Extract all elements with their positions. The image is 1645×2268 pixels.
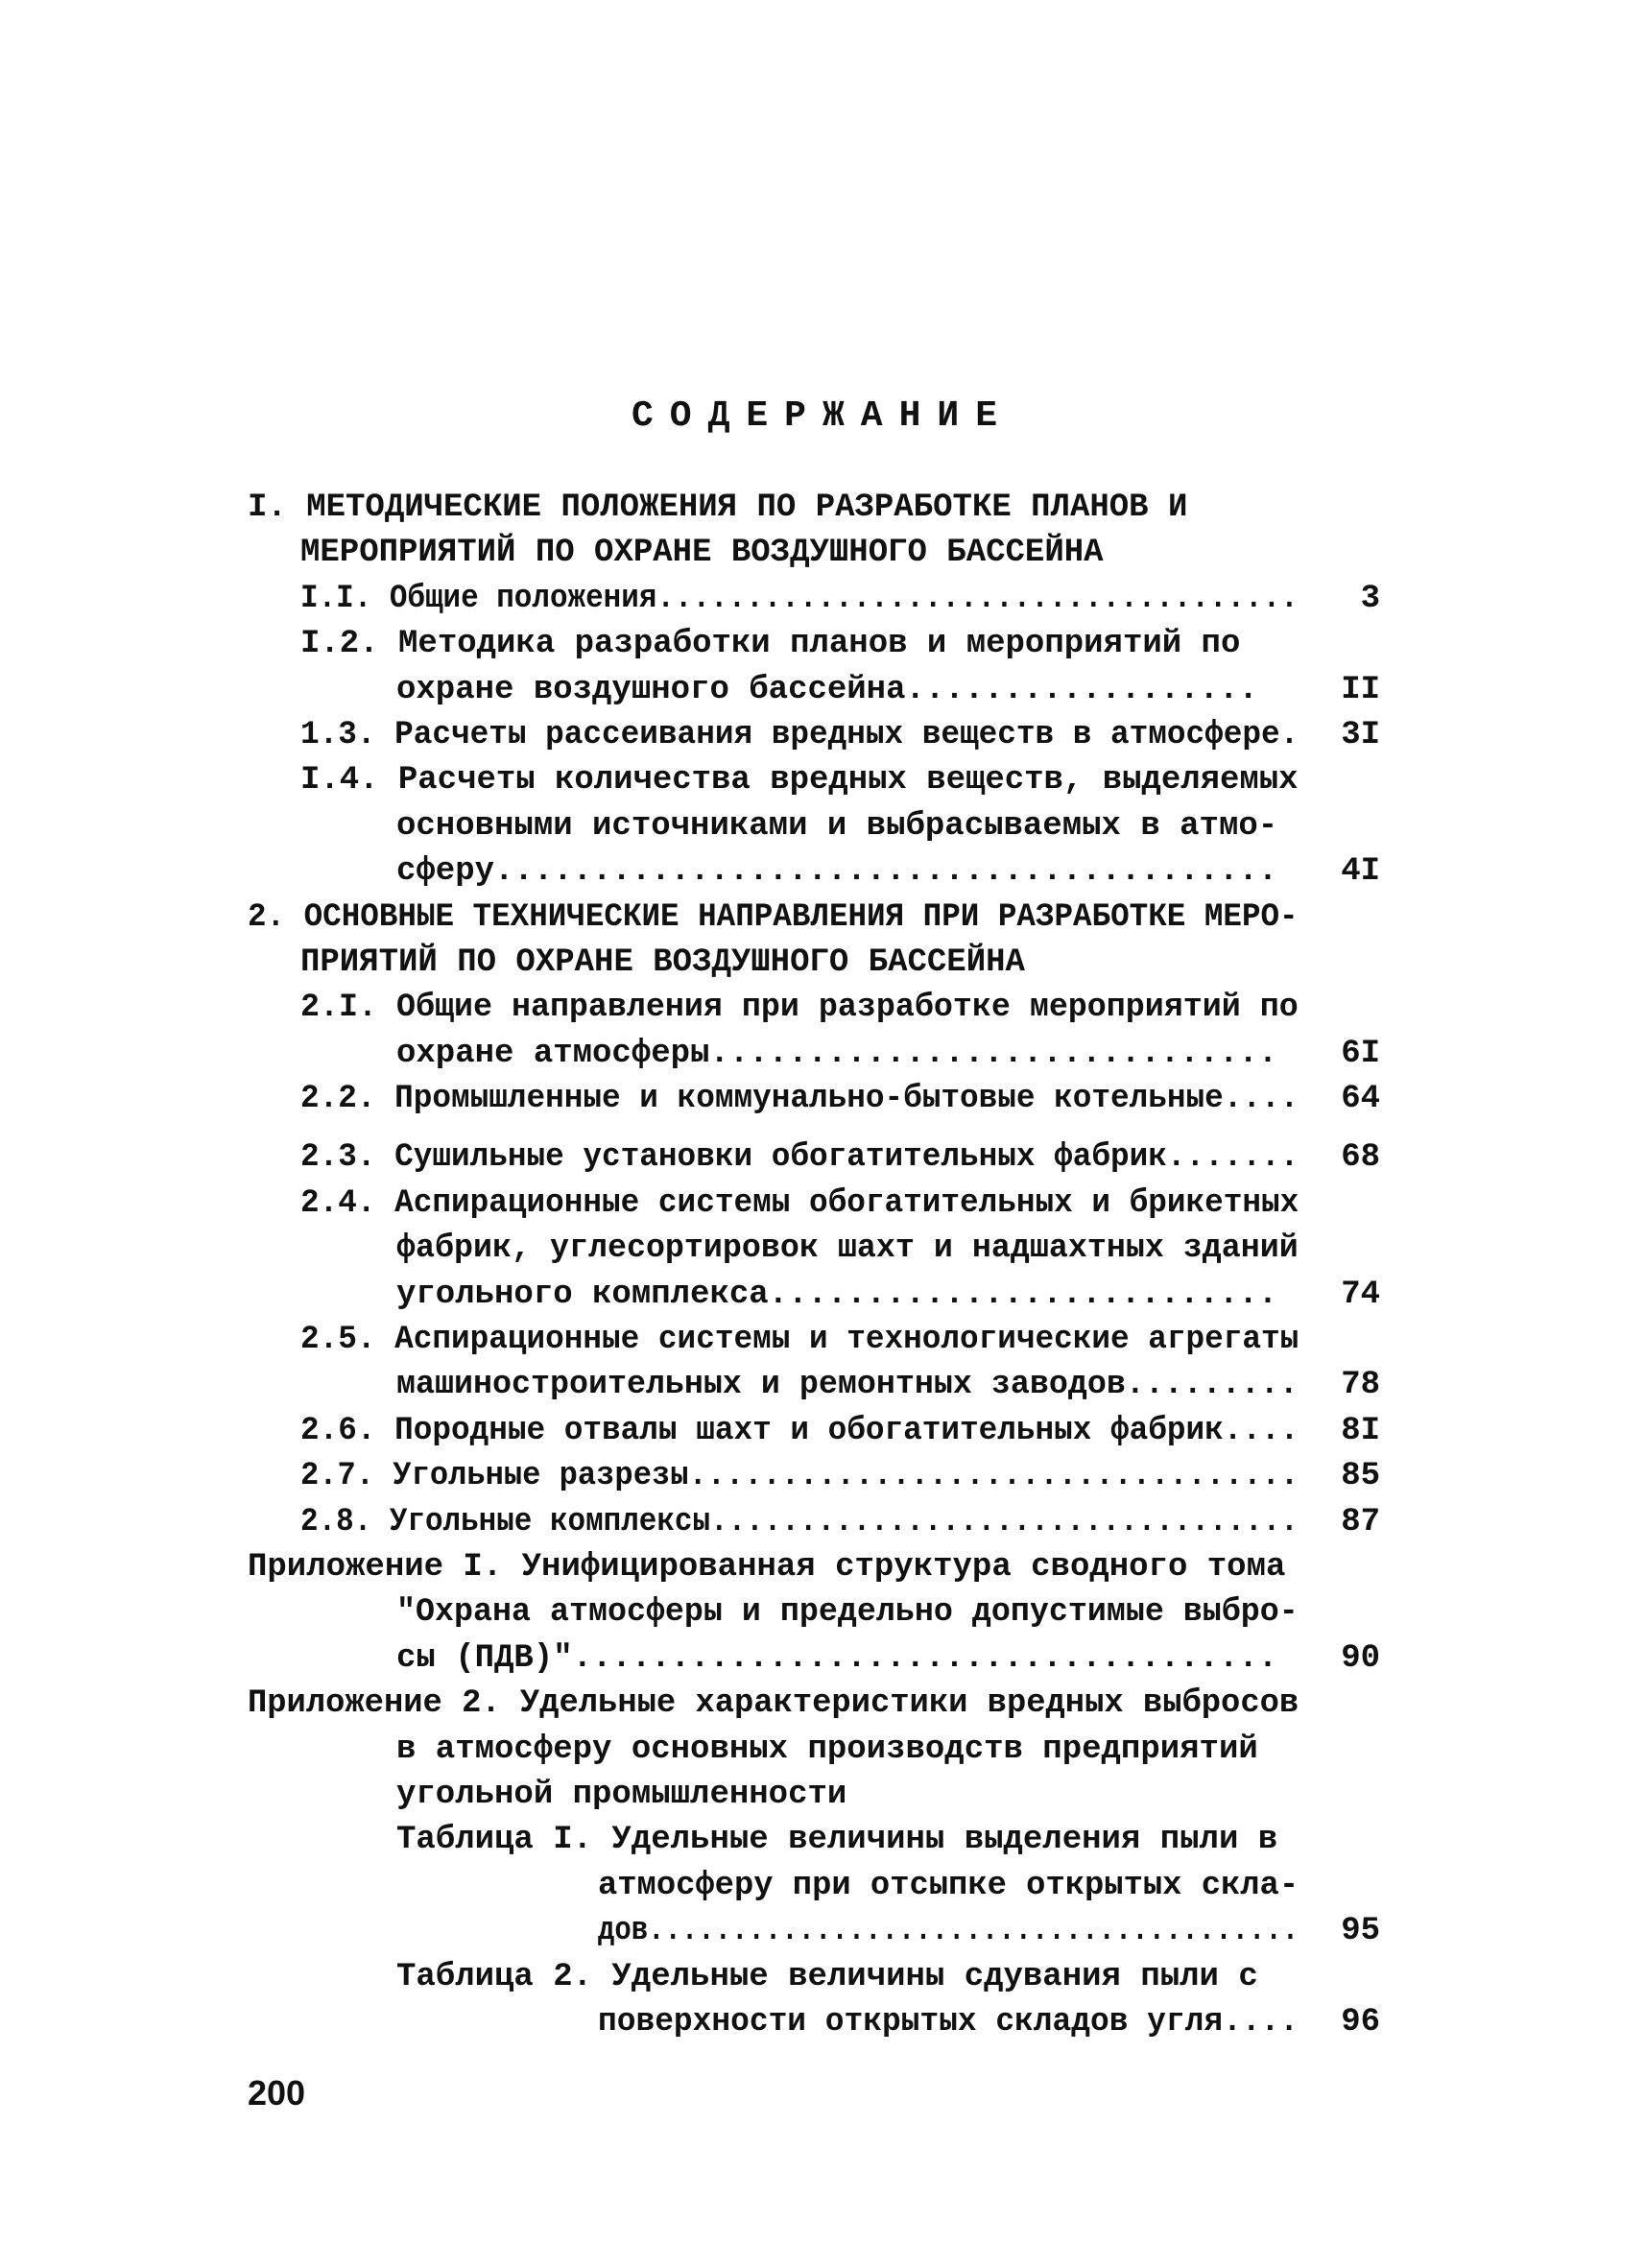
toc-line [248,804,1399,849]
toc-line [248,1955,1399,2000]
toc-line [248,668,1399,713]
page-title: СОДЕРЖАНИЕ [631,395,1014,437]
toc-page-number: 78 [1341,1367,1380,1404]
toc-line [248,1032,1399,1077]
toc-entry-text: поверхности открытых складов угля.... [598,2003,1299,2041]
toc-entry-text: Таблица 2. Удельные величины сдувания пыли с [396,1958,1258,1995]
toc-line [248,1182,1399,1227]
toc-line [248,1318,1399,1363]
toc-line [248,622,1399,667]
toc-line [248,986,1399,1031]
toc-page-number: 85 [1341,1458,1380,1495]
toc-entry-text: 2.2. Промышленные и коммунально-бытовые котельные.... [300,1081,1299,1118]
toc-entry-text: I.I. Общие положения.................................... [300,580,1299,617]
toc-page-number: 68 [1341,1139,1380,1177]
toc-page-number: 95 [1341,1913,1380,1950]
toc-entry-text: охране атмосферы............................. [396,1035,1278,1072]
toc-line [248,1454,1399,1499]
toc-entry-text: атмосферу при отсыпке открытых скла- [598,1867,1299,1904]
toc-page-number: II [1341,671,1380,708]
toc-page-number: 8I [1341,1412,1380,1449]
toc-line [248,1636,1399,1682]
toc-page-number: 90 [1341,1639,1380,1677]
toc-entry-text: фабрик, углесортировок шахт и надшахтных зданий [396,1230,1299,1268]
toc-page-number: 96 [1341,2003,1380,2041]
toc-line [248,531,1399,576]
toc-entry-text: I.2. Методика разработки планов и мероприятий по [300,626,1241,663]
toc-line [248,1818,1399,1863]
toc-line [248,713,1399,758]
toc-line [248,1135,1399,1181]
toc-line [248,486,1399,531]
toc-entry-text: угольной промышленности [396,1776,847,1813]
toc-entry-text: дов....................................... [598,1913,1299,1950]
toc-entry-text: сферу........................................ [396,853,1278,891]
toc-entry-text: Приложение 2. Удельные характеристики вредных выбросов [248,1685,1299,1723]
toc-line [248,941,1399,986]
toc-line [248,1682,1399,1727]
toc-line [248,1227,1399,1272]
toc-line [248,758,1399,803]
toc-entry-text: Таблица I. Удельные величины выделения пыли в [396,1822,1278,1859]
toc-page-number: 87 [1341,1503,1380,1540]
toc-entry-text: угольного комплекса.......................... [396,1276,1278,1313]
toc-entry-text: 2.5. Аспирационные системы и технологические агрегаты [300,1322,1299,1359]
toc-entry-text: 1.3. Расчеты рассеивания вредных веществ в атмосфере. [300,716,1299,753]
toc-entry-text: 2.6. Породные отвалы шахт и обогатительных фабрик.... [300,1412,1299,1449]
toc-entry-text: I.4. Расчеты количества вредных веществ, выделяемых [300,762,1299,800]
toc-line [248,1728,1399,1773]
toc-entry-text: основными источниками и выбрасываемых в атмо- [396,807,1278,845]
toc-entry-text: 2.3. Сушильные установки обогатительных фабрик....... [300,1139,1299,1177]
toc-page-number: 64 [1341,1081,1380,1118]
toc-line [248,1545,1399,1590]
toc-line [248,1909,1399,1954]
toc-entry-text: МЕРОПРИЯТИЙ ПО ОХРАНЕ ВОЗДУШНОГО БАССЕЙНА [300,535,1104,572]
toc-page-number: 74 [1341,1276,1380,1313]
toc-line [248,1273,1399,1318]
toc-line [248,849,1399,895]
toc-line [248,1500,1399,1545]
toc-line [248,1409,1399,1454]
table-of-contents [248,486,1399,2045]
toc-entry-text: 2.7. Угольные разрезы................................. [300,1458,1299,1495]
toc-entry-text: 2.8. Угольные комплексы................................. [300,1503,1299,1540]
toc-entry-text: машиностроительных и ремонтных заводов......... [396,1367,1299,1404]
page-number: 200 [248,2073,306,2113]
toc-entry-text: "Охрана атмосферы и предельно допустимые выбро- [396,1594,1299,1632]
toc-entry-text: 2.4. Аспирационные системы обогатительных и брикетных [300,1184,1299,1222]
toc-page-number: 6I [1341,1035,1380,1072]
toc-line [248,895,1399,941]
toc-line [248,1077,1399,1122]
toc-page-number: 3 [1360,580,1380,617]
toc-line [248,1590,1399,1635]
toc-entry-text: ПРИЯТИЙ ПО ОХРАНЕ ВОЗДУШНОГО БАССЕЙНА [300,943,1025,981]
toc-entry-text: 2. ОСНОВНЫЕ ТЕХНИЧЕСКИЕ НАПРАВЛЕНИЯ ПРИ РАЗРАБОТКЕ МЕРО- [248,898,1299,936]
toc-entry-text: сы (ПДВ)".................................... [396,1639,1278,1677]
toc-page-number: 4I [1341,853,1380,891]
toc-entry-text: Приложение I. Унифицированная структура сводного тома [248,1548,1286,1586]
toc-page-number: 3I [1341,716,1380,753]
toc-entry-text: 2.I. Общие направления при разработке мероприятий по [300,990,1299,1027]
toc-line [248,1773,1399,1818]
toc-line [248,1363,1399,1408]
toc-line [248,2000,1399,2045]
toc-line [248,1864,1399,1909]
toc-entry-text: I. МЕТОДИЧЕСКИЕ ПОЛОЖЕНИЯ ПО РАЗРАБОТКЕ ПЛАНОВ И [248,489,1188,526]
toc-entry-text: в атмосферу основных производств предприятий [396,1731,1258,1768]
toc-entry-text: охране воздушного бассейна.................. [396,671,1258,708]
toc-line [248,577,1399,622]
